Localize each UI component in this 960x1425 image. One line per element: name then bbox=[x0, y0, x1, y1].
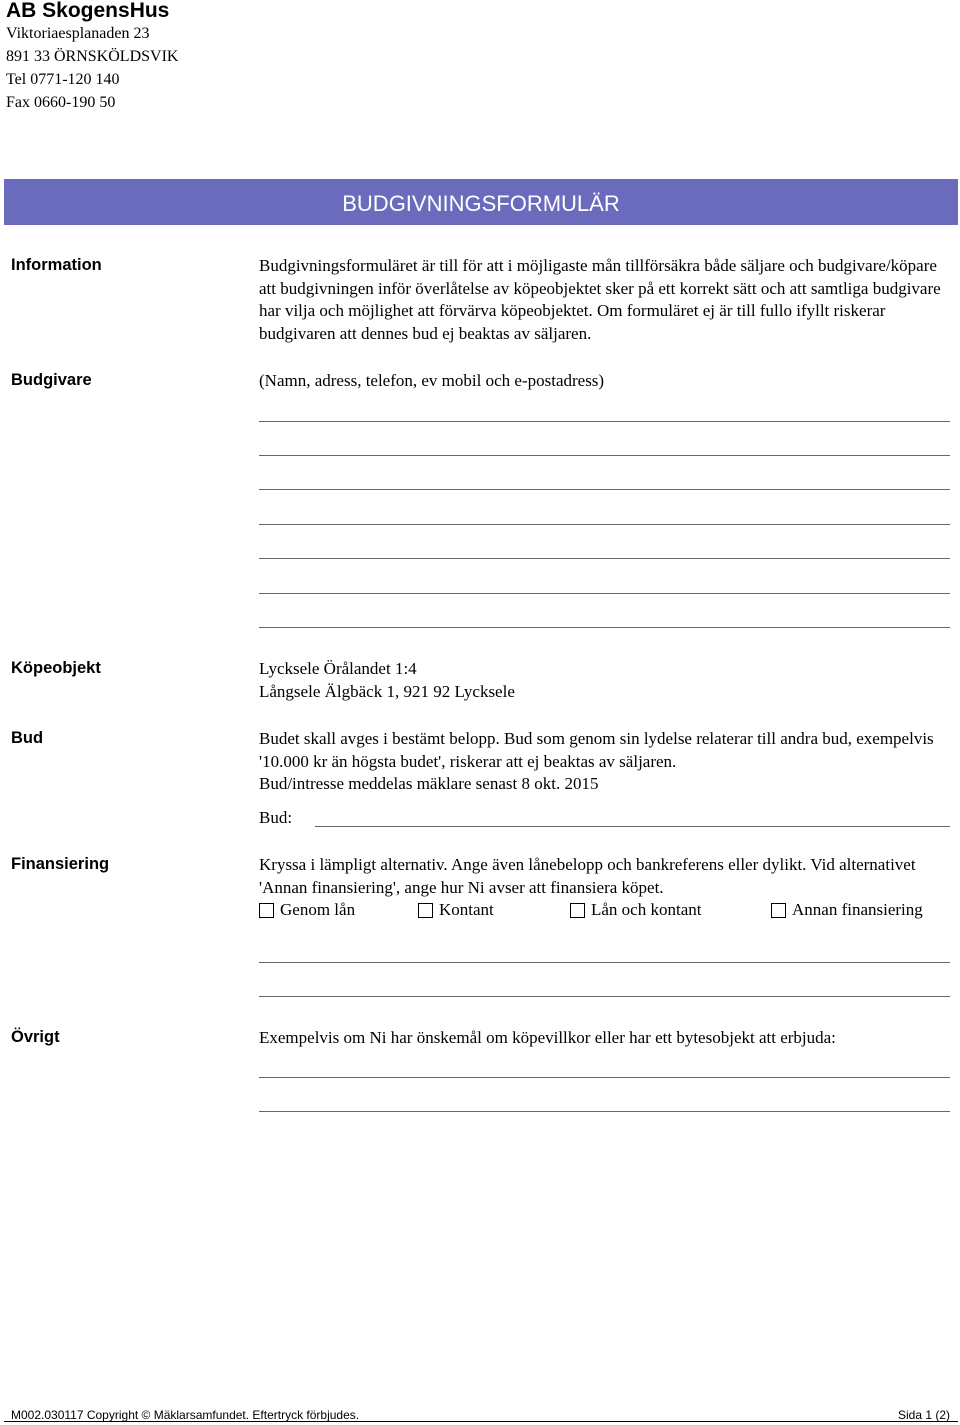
footer-copyright: M002.030117 Copyright © Mäklarsamfundet. Eftertryck förbjudes. bbox=[11, 1408, 360, 1422]
budgivare-hint: (Namn, adress, telefon, ev mobil och e-postadress) bbox=[259, 371, 605, 390]
ovrigt-input-line-1[interactable] bbox=[259, 1077, 950, 1078]
checkbox[interactable] bbox=[771, 903, 786, 918]
option-label: Kontant bbox=[439, 900, 494, 919]
option-annan-finansiering[interactable] bbox=[771, 900, 923, 920]
budgivare-input-line-1[interactable] bbox=[259, 421, 950, 422]
ovrigt-label: Övrigt bbox=[11, 1028, 60, 1046]
ovrigt-text: Exempelvis om Ni har önskemål om köpevillkor eller har ett bytesobjekt att erbjuda: bbox=[259, 1028, 836, 1047]
company-name: AB SkogensHus bbox=[6, 0, 170, 22]
checkbox[interactable] bbox=[259, 903, 274, 918]
bud-input-line[interactable] bbox=[315, 826, 950, 827]
option-lan-och-kontant[interactable] bbox=[570, 900, 701, 920]
finansiering-input-line-2[interactable] bbox=[259, 996, 950, 997]
footer-page-number: Sida 1 (2) bbox=[897, 1408, 950, 1422]
information-label: Information bbox=[11, 256, 102, 274]
footer-divider bbox=[4, 1421, 958, 1422]
bud-text: Budet skall avges i bestämt belopp. Bud som genom sin lydelse relaterar till andra bud, exempelvis '10.000 kr än högsta budet', riskerar att ej beaktas av säljaren. bbox=[259, 729, 934, 771]
finansiering-text: Kryssa i lämpligt alternativ. Ange även lånebelopp och bankreferens eller dylikt. Vid alternativet 'Annan finansiering', ange hur Ni avser att finansiera köpet. bbox=[259, 855, 916, 897]
company-street: Viktoriaesplanaden 23 bbox=[6, 25, 150, 42]
information-text: Budgivningsformuläret är till för att i möjligaste mån tillförsäkra både säljare och budgivare/köpare att budgivningen inför överlåtelse av köpeobjektet sker på ett korrekt sätt och att samtliga budgivare har vilja och möjlighet att förvärva köpeobjektet. Om formuläret ej är till fullo ifyllt riskerar budgivaren att dennes bud ej beaktas av säljaren. bbox=[259, 256, 941, 343]
form-title-banner bbox=[4, 179, 958, 225]
bud-label: Bud bbox=[11, 729, 44, 747]
option-label: Lån och kontant bbox=[591, 900, 702, 919]
budgivare-input-line-5[interactable] bbox=[259, 558, 950, 559]
checkbox[interactable] bbox=[570, 903, 585, 918]
company-phone: Tel 0771-120 140 bbox=[6, 71, 120, 88]
bud-field-label: Bud: bbox=[259, 808, 293, 827]
option-kontant[interactable] bbox=[418, 900, 494, 920]
budgivare-label: Budgivare bbox=[11, 371, 92, 389]
kopeobjekt-label: Köpeobjekt bbox=[11, 659, 101, 677]
budgivare-input-line-4[interactable] bbox=[259, 524, 950, 525]
kopeobjekt-line2: Långsele Älgbäck 1, 921 92 Lycksele bbox=[259, 682, 515, 701]
budgivare-input-line-2[interactable] bbox=[259, 455, 950, 456]
ovrigt-input-line-2[interactable] bbox=[259, 1111, 950, 1112]
company-fax: Fax 0660-190 50 bbox=[6, 94, 116, 111]
finansiering-label: Finansiering bbox=[11, 855, 110, 873]
finansiering-input-line-1[interactable] bbox=[259, 962, 950, 963]
company-city: 891 33 ÖRNSKÖLDSVIK bbox=[6, 48, 179, 65]
checkbox[interactable] bbox=[418, 903, 433, 918]
budgivare-input-line-7[interactable] bbox=[259, 627, 950, 628]
kopeobjekt-line1: Lycksele Örålandet 1:4 bbox=[259, 659, 417, 678]
budgivare-input-line-6[interactable] bbox=[259, 593, 950, 594]
option-label: Annan finansiering bbox=[792, 900, 923, 919]
budgivare-input-line-3[interactable] bbox=[259, 489, 950, 490]
bud-deadline: Bud/intresse meddelas mäklare senast 8 okt. 2015 bbox=[259, 774, 599, 793]
option-label: Genom lån bbox=[280, 900, 356, 919]
option-genom-lan[interactable] bbox=[259, 900, 355, 920]
form-title: BUDGIVNINGSFORMULÄR bbox=[342, 191, 620, 216]
